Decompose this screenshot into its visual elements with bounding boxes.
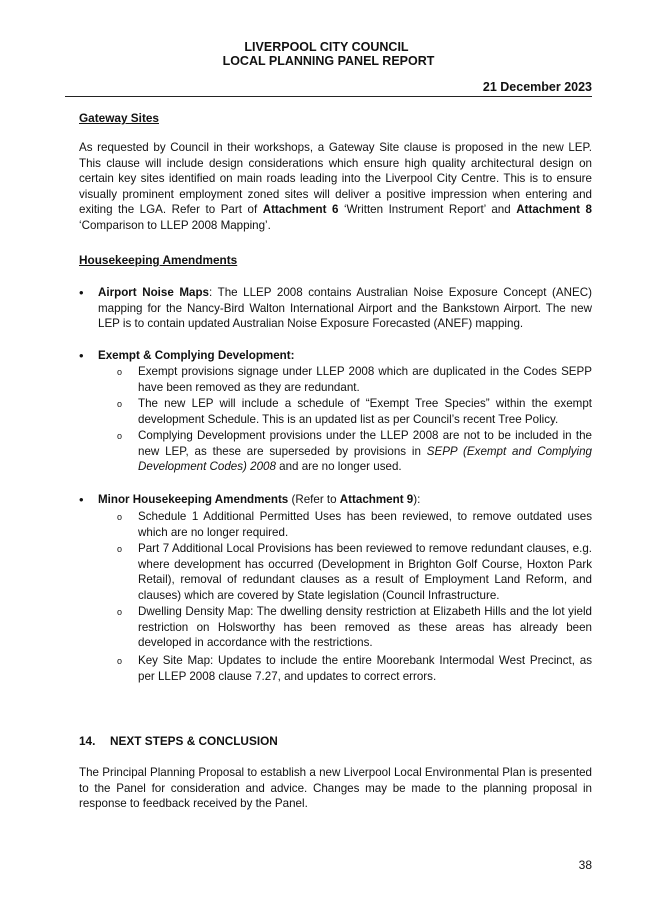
minor-sub-item-3: Dwelling Density Map: The dwelling density restriction at Elizabeth Hills and the lot yield restriction on Holsworthy has been removed as these areas has already been developed in accordance with the restrictions. [138,605,592,650]
exempt-sub-item-1: Exempt provisions signage under LLEP 2008 which are duplicated in the Codes SEPP have been removed as they are redundant. [138,365,592,394]
bullet-marker: • [79,492,84,507]
gateway-sites-paragraph: As requested by Council in their workshops, a Gateway Site clause is proposed in the new LEP. This clause will include design considerations which ensure high quality architectural design on certain key sites identified on main roads leading into the Liverpool City Centre. This is to ensure visually prominent employment zoned sites will deliver a positive impression when entering and exiting the LGA. Refer to Part of Attachment 6 ‘Written Instrument Report’ and Attachment 8 ‘Comparison to LLEP 2008 Mapping’. [79,141,592,232]
report-date: 21 December 2023 [482,80,592,94]
attachment-6-ref: Attachment 6 [262,203,339,217]
conclusion-paragraph: The Principal Planning Proposal to establish a new Liverpool Local Environmental Plan is presented to the Panel for consideration and advice. Changes may be made to the planning proposal in response to feedback received by the Panel. [79,766,592,811]
exempt-complying-item: Exempt & Complying Development: [98,349,295,362]
council-name: LIVERPOOL CITY COUNCIL [244,40,409,54]
minor-housekeeping-item: Minor Housekeeping Amendments (Refer to Attachment 9): [98,493,421,506]
sub-bullet-marker: o [117,544,123,554]
minor-sub-item-1: Schedule 1 Additional Permitted Uses has been reviewed, to remove outdated uses which are no longer required. [138,510,592,539]
page-number: 38 [578,858,592,872]
sub-bullet-marker: o [117,607,123,617]
bullet-marker: • [79,348,84,363]
sub-bullet-marker: o [117,656,123,666]
section-number: 14. [79,734,96,748]
header-divider [65,96,592,97]
section-title: NEXT STEPS & CONCLUSION [110,734,278,748]
housekeeping-heading: Housekeeping Amendments [79,253,238,267]
minor-sub-item-4: Key Site Map: Updates to include the entire Moorebank Intermodal West Precinct, as per LLEP 2008 clause 7.27, and updates to correct errors. [138,654,592,683]
sub-bullet-marker: o [117,431,123,441]
exempt-sub-item-3: Complying Development provisions under the LLEP 2008 are not to be included in the new LEP, as these are superseded by provisions in SEPP (Exempt and Complying Development Codes) 2008 and are no longer used. [138,429,592,474]
exempt-sub-item-2: The new LEP will include a schedule of “Exempt Tree Species” within the exempt development Schedule. This is an updated list as per Council’s recent Tree Policy. [138,397,592,426]
gateway-sites-heading: Gateway Sites [79,111,159,125]
airport-noise-maps-item: Airport Noise Maps: The LLEP 2008 contains Australian Noise Exposure Concept (ANEC) mapping for the Nancy-Bird Walton International Airport and the Bankstown Airport. The new LEP is to contain updated Australian Noise Exposure Forecasted (ANEF) mapping. [98,286,592,331]
minor-sub-item-2: Part 7 Additional Local Provisions has been reviewed to remove redundant clauses, e.g. where development has occurred (Development in Brighton Golf Course, Hoxton Park Retail), removal of redundant clauses as a result of Employment Land Reform, and clauses) which are covered by State legislation (Council Infrastructure. [138,542,592,602]
sub-bullet-marker: o [117,512,123,522]
bullet-marker: • [79,285,84,300]
report-title: LOCAL PLANNING PANEL REPORT [222,54,435,68]
attachment-8-ref: Attachment 8 [516,203,592,217]
sub-bullet-marker: o [117,399,123,409]
sub-bullet-marker: o [117,367,123,377]
attachment-9-ref: Attachment 9 [339,493,414,506]
